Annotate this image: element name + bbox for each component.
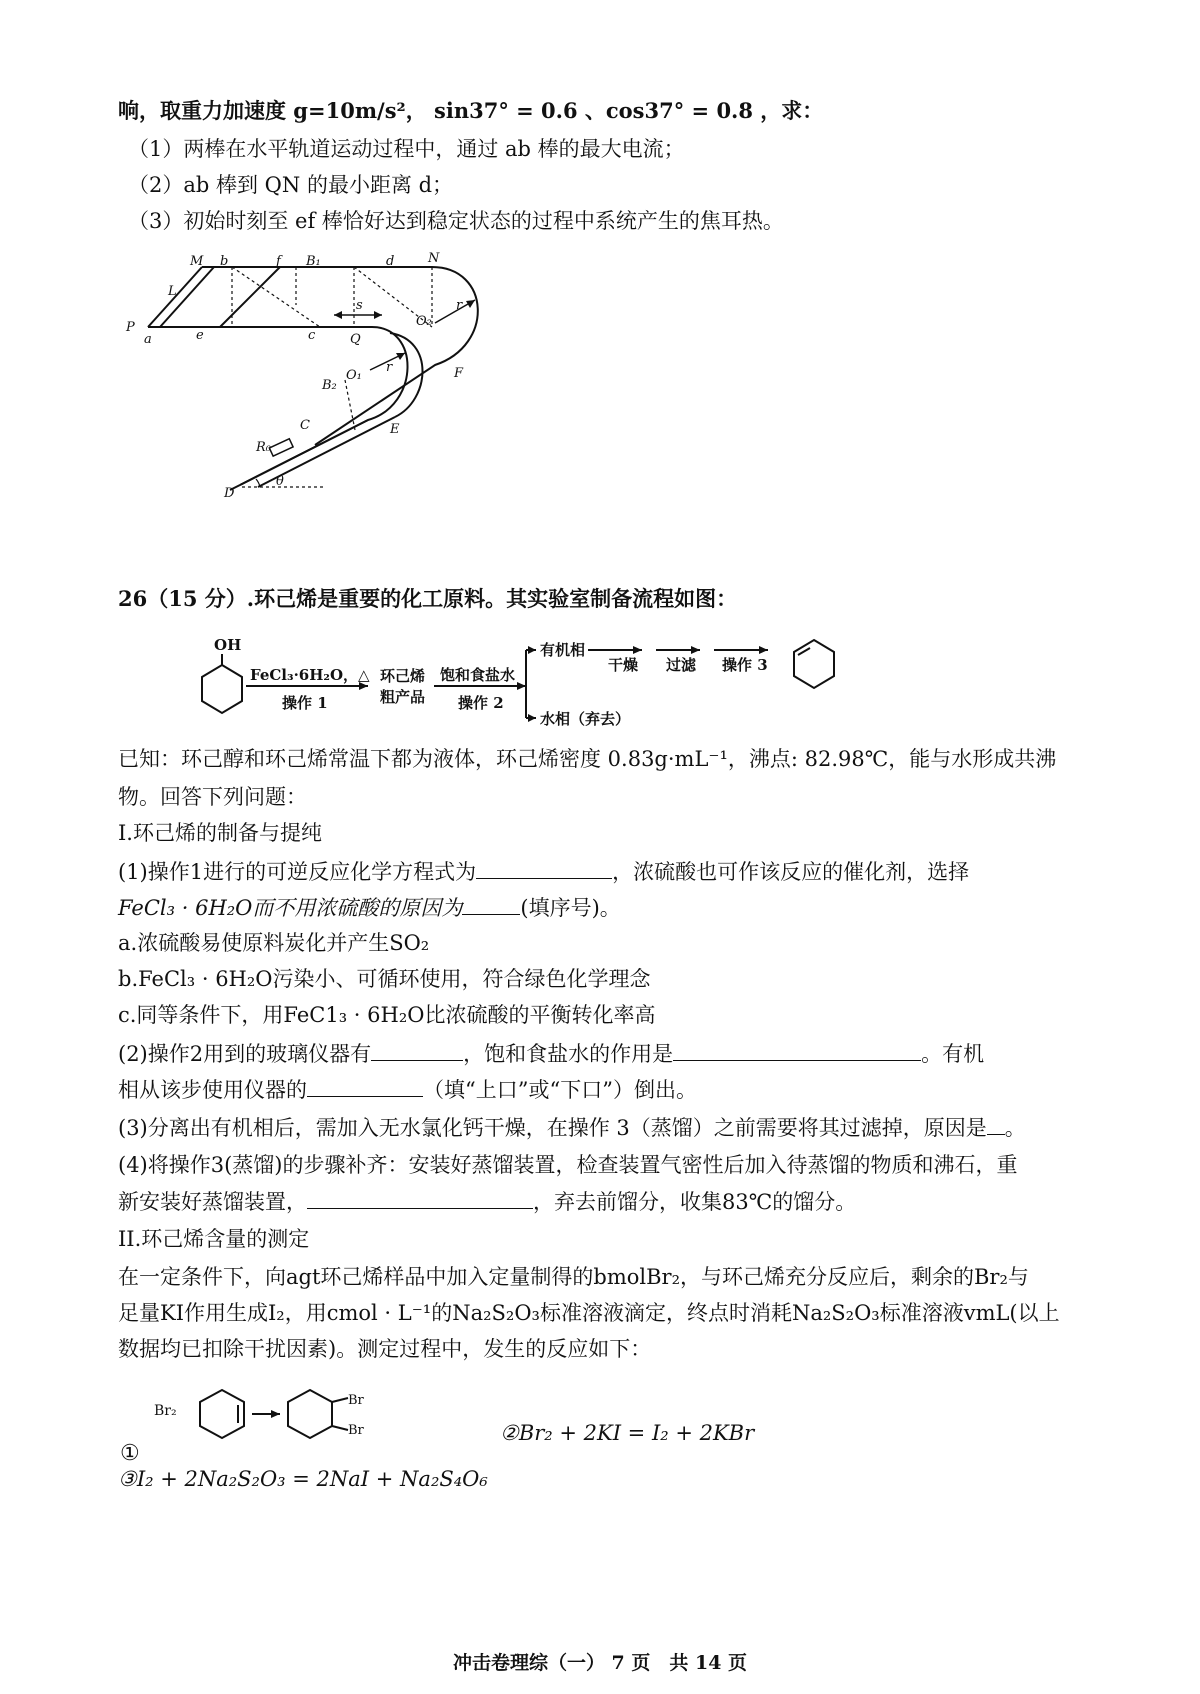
flow-brine: 饱和食盐水 — [440, 666, 516, 684]
flow-crude-1: 环己烯 — [380, 667, 426, 685]
q4-text-c: ，弃去前馏分，收集83℃的馏分。 — [533, 1190, 857, 1214]
q2-text-a: (2)操作2用到的玻璃仪器有 — [118, 1042, 372, 1066]
q1-line-1 — [118, 856, 969, 887]
q2-blank-outlet[interactable] — [307, 1074, 423, 1097]
part1-title: I.环己烯的制备与提纯 — [118, 821, 322, 845]
q2-line-2 — [118, 1074, 697, 1105]
part2-title: II.环己烯含量的测定 — [118, 1227, 310, 1251]
rail-track-figure — [120, 245, 540, 510]
label-F: F — [454, 366, 464, 381]
q3-blank-reason[interactable] — [987, 1112, 1005, 1135]
label-a: a — [144, 332, 152, 347]
flow-reagent: FeCl₃·6H₂O，△ — [250, 666, 370, 684]
label-Q: Q — [350, 332, 361, 347]
label-r-top: r — [456, 298, 463, 313]
label-D: D — [224, 486, 235, 501]
q3-line — [118, 1112, 1026, 1143]
label-P: P — [126, 320, 135, 335]
option-a: a.浓硫酸易使原料炭化并产生SO₂ — [118, 931, 430, 955]
q2-text-d: 相从该步使用仪器的 — [118, 1078, 307, 1102]
label-b: b — [220, 254, 229, 269]
label-E: E — [390, 422, 400, 437]
label-d: d — [386, 254, 395, 269]
flow-dry: 干燥 — [608, 656, 639, 674]
q1-text-b: ，浓硫酸也可作该反应的催化剂，选择 — [612, 860, 970, 884]
q4-line-2 — [118, 1186, 856, 1217]
q1-text-c: FeCl₃ · 6H₂O而不用浓硫酸的原因为 — [118, 896, 463, 920]
q1-blank-equation[interactable] — [476, 856, 612, 879]
preparation-flow-diagram — [190, 630, 870, 735]
q2-text-b: ，饱和食盐水的作用是 — [463, 1042, 674, 1066]
label-r-bottom: r — [386, 360, 393, 375]
label-B2: B₂ — [322, 378, 337, 393]
flow-op2: 操作 2 — [458, 694, 504, 712]
label-B1: B₁ — [306, 254, 321, 269]
q1-text-d: (填序号)。 — [520, 896, 621, 920]
q3-text-end: 。 — [1004, 1116, 1026, 1140]
q2-blank-brine-role[interactable] — [673, 1038, 921, 1061]
part2-line-3: 数据均已扣除干扰因素)。测定过程中，发生的反应如下： — [118, 1337, 652, 1361]
q25-item-3: （3）初始时刻至 ef 棒恰好达到稳定状态的过程中系统产生的焦耳热。 — [128, 209, 784, 233]
q2-line-1 — [118, 1038, 984, 1069]
q4-text-b: 新安装好蒸馏装置， — [118, 1190, 307, 1214]
reaction-2: ②Br₂ + 2KI = I₂ + 2KBr — [500, 1421, 755, 1445]
q1-blank-choice[interactable] — [462, 892, 520, 915]
flow-oh: OH — [214, 636, 242, 654]
flow-op1: 操作 1 — [282, 694, 328, 712]
q3-text: (3)分离出有机相后，需加入无水氯化钙干燥，在操作 3（蒸馏）之前需要将其过滤掉，原因是 — [118, 1116, 987, 1140]
reaction-3: ③I₂ + 2Na₂S₂O₃ = 2NaI + Na₂S₄O₆ — [118, 1467, 488, 1491]
reaction-1-number: ① — [120, 1441, 140, 1466]
q2-text-c: 。有机 — [921, 1042, 985, 1066]
label-C: C — [300, 418, 310, 433]
label-f: f — [276, 254, 281, 269]
label-c: c — [308, 328, 316, 343]
page-footer: 冲击卷理综（一） 7 页 共 14 页 — [452, 1652, 748, 1674]
reaction-1-br2: Br₂ — [154, 1403, 177, 1419]
reaction-1-diagram — [118, 1380, 408, 1470]
label-M: M — [190, 254, 204, 269]
label-L: L — [168, 284, 177, 299]
q26-header: 26（15 分）.环己烯是重要的化工原料。其实验室制备流程如图： — [118, 586, 738, 611]
q2-blank-glassware[interactable] — [371, 1038, 463, 1061]
label-O1: O₁ — [346, 368, 362, 383]
label-s: s — [356, 298, 363, 313]
label-N: N — [428, 251, 440, 266]
q4-blank-step[interactable] — [307, 1186, 533, 1209]
known-line-1: 已知：环己醇和环己烯常温下都为液体，环己烯密度 0.83g·mL⁻¹，沸点: 82.98℃，能与水形成共沸 — [118, 747, 1057, 771]
flow-filter: 过滤 — [666, 656, 697, 674]
q4-line-1: (4)将操作3(蒸馏)的步骤补齐：安装好蒸馏装置，检查装置气密性后加入待蒸馏的物质和沸石，重 — [118, 1153, 1018, 1177]
flow-crude-2: 粗产品 — [380, 688, 426, 706]
known-line-2: 物。回答下列问题： — [118, 785, 307, 809]
q25-intro: 响，取重力加速度 g=10m/s²， sin37° = 0.6 、cos37° = 0.8 ，求： — [118, 98, 824, 123]
part2-line-2: 足量KI作用生成I₂，用cmol · L⁻¹的Na₂S₂O₃标准溶液滴定，终点时消耗Na₂S₂O₃标准溶液vmL(以上 — [118, 1301, 1060, 1325]
q1-line-2 — [118, 892, 621, 923]
flow-op3: 操作 3 — [722, 656, 768, 674]
q2-text-e: （填“上口”或“下口”）倒出。 — [423, 1078, 697, 1102]
label-e: e — [196, 328, 204, 343]
flow-organic: 有机相 — [540, 641, 586, 659]
label-R0: R₀ — [256, 440, 271, 455]
label-theta: θ — [276, 474, 284, 489]
reaction-1-br-top: Br — [348, 1393, 364, 1408]
q25-item-1: （1）两棒在水平轨道运动过程中，通过 ab 棒的最大电流； — [128, 137, 685, 161]
option-b: b.FeCl₃ · 6H₂O污染小、可循环使用，符合绿色化学理念 — [118, 967, 651, 991]
label-O2: O₂ — [416, 314, 432, 329]
q25-item-2: （2）ab 棒到 QN 的最小距离 d； — [128, 173, 454, 197]
flow-water: 水相（弃去） — [540, 710, 631, 728]
reaction-1-br-bottom: Br — [348, 1423, 364, 1438]
part2-line-1: 在一定条件下，向agt环己烯样品中加入定量制得的bmolBr₂，与环己烯充分反应后，剩余的Br₂与 — [118, 1265, 1029, 1289]
option-c: c.同等条件下，用FeC1₃ · 6H₂O比浓硫酸的平衡转化率高 — [118, 1003, 656, 1027]
q1-text-a: (1)操作1进行的可逆反应化学方程式为 — [118, 860, 477, 884]
